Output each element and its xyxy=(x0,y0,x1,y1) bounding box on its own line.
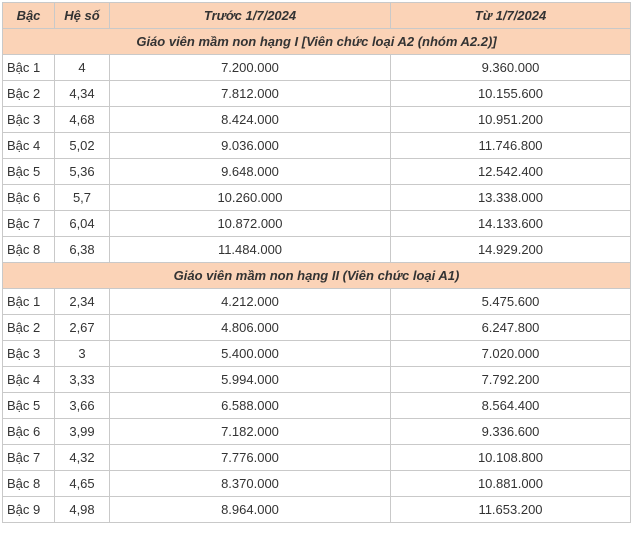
table-row xyxy=(3,289,631,315)
cell-tu: 7.020.000 xyxy=(391,341,631,367)
cell-truoc: 10.260.000 xyxy=(110,185,391,211)
cell-tu: 10.155.600 xyxy=(391,81,631,107)
cell-bac: Bậc 5 xyxy=(3,159,55,185)
cell-he-so: 4 xyxy=(55,55,110,81)
cell-bac: Bậc 1 xyxy=(3,289,55,315)
cell-truoc: 8.370.000 xyxy=(110,471,391,497)
cell-truoc: 6.588.000 xyxy=(110,393,391,419)
cell-truoc: 7.812.000 xyxy=(110,81,391,107)
table-row xyxy=(3,445,631,471)
header-bac: Bậc xyxy=(3,3,55,29)
table-row xyxy=(3,419,631,445)
cell-tu: 10.881.000 xyxy=(391,471,631,497)
cell-tu: 9.336.600 xyxy=(391,419,631,445)
cell-tu: 14.133.600 xyxy=(391,211,631,237)
cell-truoc: 4.806.000 xyxy=(110,315,391,341)
cell-truoc: 7.182.000 xyxy=(110,419,391,445)
cell-tu: 6.247.800 xyxy=(391,315,631,341)
table-row xyxy=(3,471,631,497)
cell-bac: Bậc 2 xyxy=(3,81,55,107)
cell-bac: Bậc 3 xyxy=(3,341,55,367)
cell-bac: Bậc 4 xyxy=(3,133,55,159)
cell-he-so: 4,98 xyxy=(55,497,110,523)
section-title: Giáo viên mầm non hạng II (Viên chức loại A1) xyxy=(3,263,631,289)
cell-tu: 11.746.800 xyxy=(391,133,631,159)
cell-truoc: 5.400.000 xyxy=(110,341,391,367)
cell-he-so: 4,65 xyxy=(55,471,110,497)
cell-bac: Bậc 2 xyxy=(3,315,55,341)
table-row xyxy=(3,159,631,185)
section-title: Giáo viên mầm non hạng I [Viên chức loại A2 (nhóm A2.2)] xyxy=(3,29,631,55)
cell-tu: 10.108.800 xyxy=(391,445,631,471)
cell-bac: Bậc 7 xyxy=(3,445,55,471)
cell-tu: 8.564.400 xyxy=(391,393,631,419)
cell-he-so: 4,34 xyxy=(55,81,110,107)
table-row xyxy=(3,107,631,133)
cell-he-so: 3,66 xyxy=(55,393,110,419)
section-header-row xyxy=(3,263,631,289)
cell-tu: 10.951.200 xyxy=(391,107,631,133)
cell-tu: 5.475.600 xyxy=(391,289,631,315)
cell-truoc: 9.648.000 xyxy=(110,159,391,185)
header-row xyxy=(3,3,631,29)
cell-he-so: 6,38 xyxy=(55,237,110,263)
cell-bac: Bậc 4 xyxy=(3,367,55,393)
cell-tu: 13.338.000 xyxy=(391,185,631,211)
cell-bac: Bậc 3 xyxy=(3,107,55,133)
table-row xyxy=(3,81,631,107)
cell-truoc: 11.484.000 xyxy=(110,237,391,263)
cell-he-so: 3,33 xyxy=(55,367,110,393)
cell-tu: 14.929.200 xyxy=(391,237,631,263)
cell-he-so: 4,32 xyxy=(55,445,110,471)
cell-he-so: 3,99 xyxy=(55,419,110,445)
cell-he-so: 4,68 xyxy=(55,107,110,133)
cell-tu: 11.653.200 xyxy=(391,497,631,523)
cell-bac: Bậc 9 xyxy=(3,497,55,523)
cell-bac: Bậc 8 xyxy=(3,471,55,497)
table-row xyxy=(3,133,631,159)
table-row xyxy=(3,211,631,237)
cell-truoc: 7.200.000 xyxy=(110,55,391,81)
cell-he-so: 2,34 xyxy=(55,289,110,315)
cell-truoc: 8.424.000 xyxy=(110,107,391,133)
table-row xyxy=(3,341,631,367)
table-row xyxy=(3,237,631,263)
cell-bac: Bậc 6 xyxy=(3,185,55,211)
cell-tu: 7.792.200 xyxy=(391,367,631,393)
table-row xyxy=(3,393,631,419)
cell-tu: 9.360.000 xyxy=(391,55,631,81)
cell-bac: Bậc 8 xyxy=(3,237,55,263)
cell-bac: Bậc 1 xyxy=(3,55,55,81)
table-row xyxy=(3,55,631,81)
cell-truoc: 5.994.000 xyxy=(110,367,391,393)
cell-he-so: 5,7 xyxy=(55,185,110,211)
cell-truoc: 4.212.000 xyxy=(110,289,391,315)
cell-bac: Bậc 6 xyxy=(3,419,55,445)
table-row xyxy=(3,315,631,341)
table-row xyxy=(3,185,631,211)
cell-truoc: 10.872.000 xyxy=(110,211,391,237)
salary-table xyxy=(2,2,631,523)
cell-truoc: 8.964.000 xyxy=(110,497,391,523)
cell-bac: Bậc 7 xyxy=(3,211,55,237)
table-row xyxy=(3,367,631,393)
cell-truoc: 9.036.000 xyxy=(110,133,391,159)
header-tu: Từ 1/7/2024 xyxy=(391,3,631,29)
cell-truoc: 7.776.000 xyxy=(110,445,391,471)
cell-he-so: 5,36 xyxy=(55,159,110,185)
section-header-row xyxy=(3,29,631,55)
header-truoc: Trước 1/7/2024 xyxy=(110,3,391,29)
cell-tu: 12.542.400 xyxy=(391,159,631,185)
table-body xyxy=(3,29,631,523)
table-row xyxy=(3,497,631,523)
cell-he-so: 2,67 xyxy=(55,315,110,341)
cell-he-so: 3 xyxy=(55,341,110,367)
cell-he-so: 6,04 xyxy=(55,211,110,237)
header-he-so: Hệ số xyxy=(55,3,110,29)
cell-bac: Bậc 5 xyxy=(3,393,55,419)
cell-he-so: 5,02 xyxy=(55,133,110,159)
